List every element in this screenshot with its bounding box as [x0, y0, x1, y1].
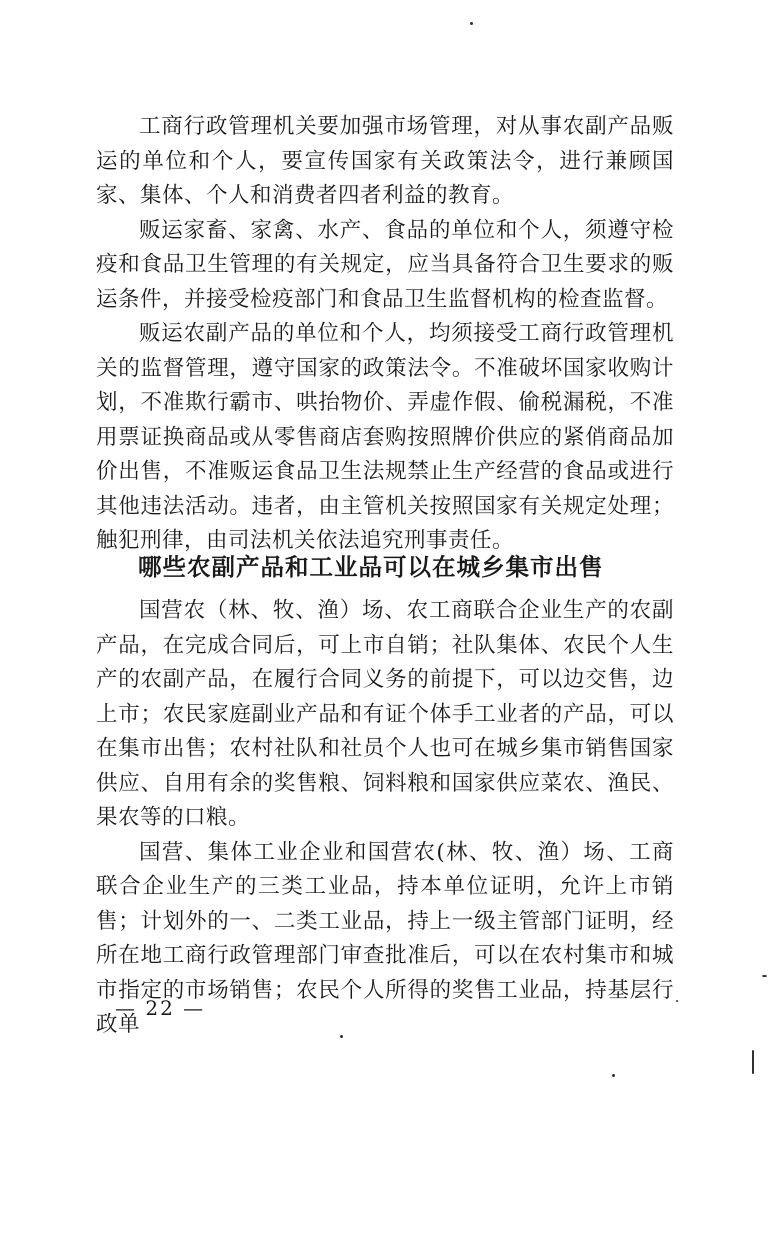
scan-speck	[762, 975, 767, 977]
paragraph: 贩运农副产品的单位和个人，均须接受工商行政管理机关的监督管理，遵守国家的政策法令。不准破坏国家收购计划，不准欺行霸市、哄抬物价、弄虚作假、偷税漏税，不准用票证换商品或从零售商店套购按照牌价供应的紧俏商品加价出售，不准贩运食品卫生法规禁止生产经营的食品或进行其他违法活动。违者，由主管机关按照国家有关规定处理；触犯刑律，由司法机关依法追究刑事责任。	[96, 321, 674, 553]
section-one	[96, 110, 674, 559]
paragraph: 工商行政管理机关要加强市场管理，对从事农副产品贩运的单位和个人，要宣传国家有关政策法令，进行兼顾国家、集体、个人和消费者四者利益的教育。	[96, 114, 674, 208]
section-two	[96, 594, 674, 1043]
paragraph: 国营、集体工业企业和国营农(林、牧、渔）场、工商联合企业生产的三类工业品，持本单位证明，允许上市销售；计划外的一、二类工业品，持上一级主管部门证明，经所在地工商行政管理部门审查批准后，可以在农村集市和城市指定的市场销售；农民个人所得的奖售工业品，持基层行政单	[96, 839, 674, 1037]
section-heading: 哪些农副产品和工业品可以在城乡集市出售	[138, 553, 604, 581]
paragraph: 国营农（林、牧、渔）场、农工商联合企业生产的农副产品，在完成合同后，可上市自销；社队集体、农民个人生产的农副产品，在履行合同义务的前提下，可以边交售，边上市；农民家庭副业产品和有证个体手工业者的产品，可以在集市出售；农村社队和社员个人也可在城乡集市销售国家供应、自用有余的奖售粮、饲料粮和国家供应菜农、渔民、果农等的口粮。	[96, 598, 674, 830]
scan-speck	[752, 1050, 754, 1074]
scan-speck	[676, 1000, 678, 1002]
scan-speck	[470, 22, 473, 25]
scan-speck	[340, 1035, 343, 1038]
paragraph: 贩运家畜、家禽、水产、食品的单位和个人，须遵守检疫和食品卫生管理的有关规定，应当具备符合卫生要求的贩运条件，并接受检疫部门和食品卫生监督机构的检查监督。	[96, 217, 674, 312]
scan-speck	[612, 1074, 615, 1077]
page-number: — 22 —	[115, 996, 206, 1020]
